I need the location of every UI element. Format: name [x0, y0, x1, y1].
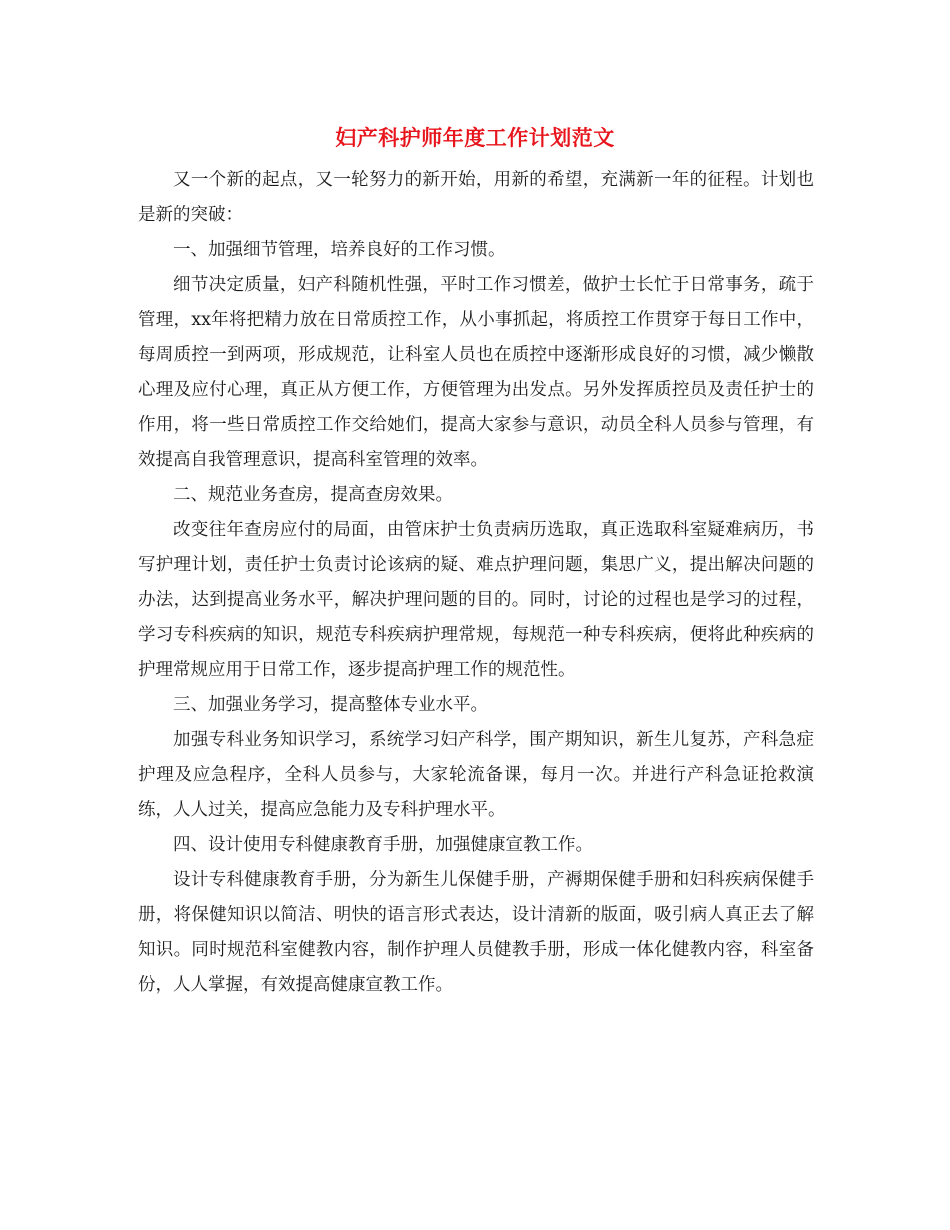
section-heading-1: 一、加强细节管理，培养良好的工作习惯。 — [173, 240, 506, 260]
section-body-2: 改变往年查房应付的局面，由管床护士负责病历选取，真正选取科室疑难病历，书写护理计划，责任护士负责讨论该病的疑、难点护理问题，集思广义，提出解决问题的办法，达到提高业务水平，解决护理问题的目的。同时，讨论的过程也是学习的过程，学习专科疾病的知识，规范专科疾病护理常规，每规范一种专科疾病，便将此种疾病的护理常规应用于日常工作，逐步提高护理工作的规范性。 — [138, 520, 814, 680]
intro-paragraph: 又一个新的起点，又一轮努力的新开始，用新的希望，充满新一年的征程。计划也是新的突破： — [138, 170, 814, 225]
section-body-4: 设计专科健康教育手册，分为新生儿保健手册，产褥期保健手册和妇科疾病保健手册，将保健知识以简洁、明快的语言形式表达，设计清新的版面，吸引病人真正去了解知识。同时规范科室健教内容，制作护理人员健教手册，形成一体化健教内容，科室备份，人人掌握，有效提高健康宣教工作。 — [138, 870, 814, 995]
section-heading-4: 四、设计使用专科健康教育手册，加强健康宣教工作。 — [173, 835, 593, 855]
section-body-1: 细节决定质量，妇产科随机性强，平时工作习惯差，做护士长忙于日常事务，疏于管理，xx年将把精力放在日常质控工作，从小事抓起，将质控工作贯穿于每日工作中，每周质控一到两项，形成规范，让科室人员也在质控中逐渐形成良好的习惯，减少懒散心理及应付心理，真正从方便工作，方便管理为出发点。另外发挥质控员及责任护士的作用，将一些日常质控工作交给她们，提高大家参与意识，动员全科人员参与管理，有效提高自我管理意识，提高科室管理的效率。 — [138, 275, 814, 470]
document-title: 妇产科护师年度工作计划范文 — [335, 125, 615, 150]
section-heading-3: 三、加强业务学习，提高整体专业水平。 — [173, 695, 488, 715]
document-body — [138, 163, 814, 1003]
section-body-3: 加强专科业务知识学习，系统学习妇产科学，围产期知识，新生儿复苏，产科急症护理及应急程序，全科人员参与，大家轮流备课，每月一次。并进行产科急证抢救演练，人人过关，提高应急能力及专科护理水平。 — [138, 730, 814, 820]
section-heading-2: 二、规范业务查房，提高查房效果。 — [173, 485, 453, 505]
